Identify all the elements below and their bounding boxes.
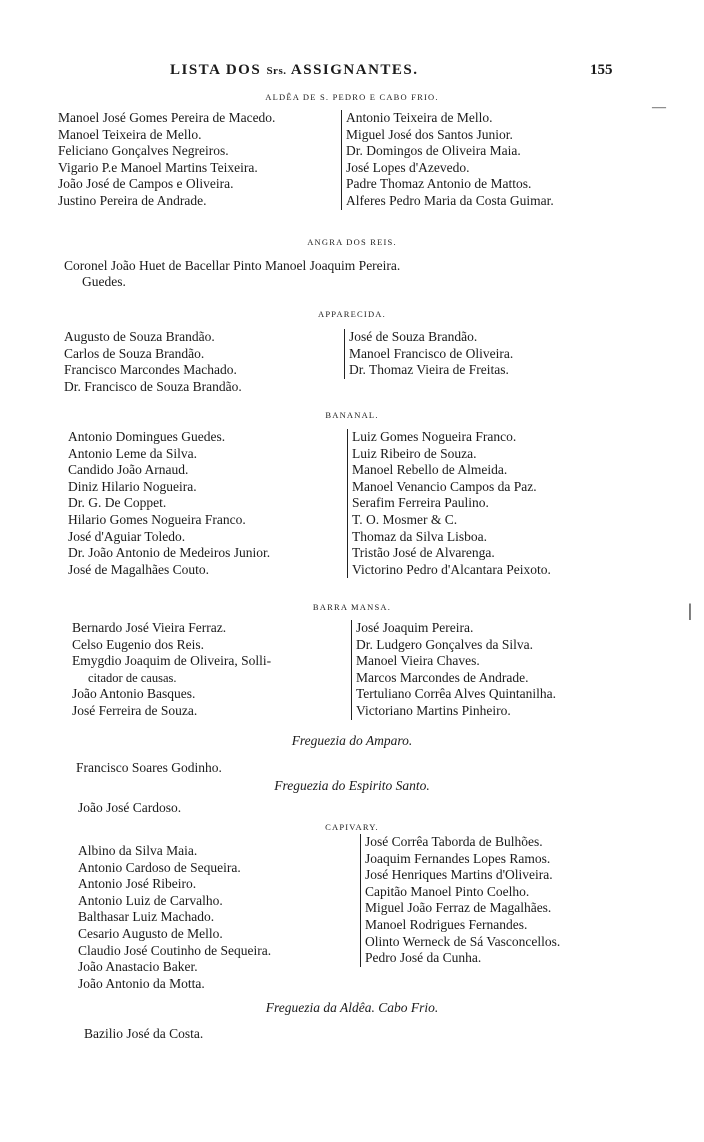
subscriber-entry: João Antonio da Motta. — [78, 975, 205, 991]
aldea-cabo-frio-entry: Bazilio José da Costa. — [84, 1026, 204, 1041]
subscriber-entry: Manoel José Gomes Pereira de Macedo. — [58, 110, 276, 125]
apparecida-left-column — [64, 329, 342, 395]
subscriber-entry: Emygdio Joaquim de Oliveira, Solli- — [72, 653, 272, 669]
subscriber-entry: Capitão Manoel Pinto Coelho. — [365, 883, 530, 899]
margin-mark: — — [652, 100, 666, 115]
angra-line-1: Coronel João Huet de Bacellar Pinto Manoel Joaquim Pereira. — [64, 258, 401, 273]
section-heading-angra: ANGRA DOS REIS. — [307, 237, 397, 247]
subscriber-entry: José Ferreira de Souza. — [72, 702, 198, 718]
running-title — [170, 62, 419, 79]
subscriber-entry: Diniz Hilario Nogueira. — [68, 478, 197, 494]
subscriber-entry: Manoel Francisco de Oliveira. — [349, 345, 514, 361]
aldea-sao-pedro-left-column — [58, 110, 340, 210]
subscriber-entry: Bernardo José Vieira Ferraz. — [72, 620, 227, 635]
subscriber-entry: Celso Eugenio dos Reis. — [72, 636, 204, 652]
subscriber-entry: Olinto Werneck de Sá Vasconcellos. — [365, 933, 561, 949]
subscriber-entry: Balthasar Luiz Machado. — [78, 909, 215, 925]
subscriber-entry: Francisco Marcondes Machado. — [64, 362, 237, 378]
espirito-santo-entry: João José Cardoso. — [78, 800, 182, 815]
section-heading-amparo: Freguezia do Amparo. — [291, 733, 413, 748]
subscriber-entry: João Antonio Basques. — [72, 686, 196, 702]
subscriber-entry: Dr. Thomaz Vieira de Freitas. — [349, 362, 509, 378]
subscriber-entry: José de Souza Brandão. — [349, 329, 478, 344]
subscriber-entry: Joaquim Fernandes Lopes Ramos. — [365, 850, 551, 866]
subscriber-entry: T. O. Mosmer & C. — [352, 511, 458, 527]
subscriber-entry: Cesario Augusto de Mello. — [78, 925, 223, 941]
subscriber-entry: Augusto de Souza Brandão. — [64, 329, 215, 344]
barra-mansa-left-column — [72, 620, 350, 720]
subscriber-entry: Manoel Vieira Chaves. — [356, 653, 480, 669]
subscriber-entry: Candido João Arnaud. — [68, 462, 189, 478]
subscriber-entry: José d'Aguiar Toledo. — [68, 528, 186, 544]
subscriber-entry: Dr. Ludgero Gonçalves da Silva. — [356, 636, 533, 652]
subscriber-entry: Dr. G. De Coppet. — [68, 495, 167, 511]
subscriber-entry: Antonio José Ribeiro. — [78, 876, 197, 892]
subscriber-entry: Victoriano Martins Pinheiro. — [356, 702, 511, 718]
section-heading-aldea-cabo-frio: Freguezia da Aldêa. Cabo Frio. — [265, 1000, 439, 1015]
subscriber-entry: João Anastacio Baker. — [78, 959, 198, 975]
section-heading-aldea-sao-pedro: ALDÊA DE S. PEDRO E CABO FRIO. — [265, 92, 439, 102]
angra-line-2: Guedes. — [82, 274, 126, 289]
page-number: 155 — [590, 62, 613, 78]
subscriber-entry: Pedro José da Cunha. — [365, 950, 482, 966]
section-heading-barra-mansa: BARRA MANSA. — [312, 602, 392, 612]
subscriber-entry: Manoel Venancio Campos da Paz. — [352, 478, 537, 494]
subscriber-entry: Antonio Teixeira de Mello. — [346, 110, 493, 125]
apparecida-right-column — [344, 329, 649, 379]
subscriber-entry: José Joaquim Pereira. — [356, 620, 474, 635]
subscriber-entry: Serafim Ferreira Paulino. — [352, 495, 489, 511]
subscriber-entry: Hilario Gomes Nogueira Franco. — [68, 511, 246, 527]
subscriber-entry: Manoel Rebello de Almeida. — [352, 462, 508, 478]
aldea-sao-pedro-right-column — [341, 110, 676, 210]
subscriber-entry: Antonio Domingues Guedes. — [68, 429, 226, 444]
subscriber-entry: João José de Campos e Oliveira. — [58, 176, 234, 192]
subscriber-entry: Feliciano Gonçalves Negreiros. — [58, 143, 229, 159]
subscriber-entry: Marcos Marcondes de Andrade. — [356, 669, 529, 685]
subscriber-entry: Antonio Leme da Silva. — [68, 445, 197, 461]
subscriber-entry: José Lopes d'Azevedo. — [346, 159, 470, 175]
subscriber-entry: Miguel José dos Santos Junior. — [346, 126, 513, 142]
section-heading-bananal: BANANAL. — [325, 410, 379, 420]
subscriber-entry: José de Magalhães Couto. — [68, 561, 209, 577]
subscriber-entry: Luiz Ribeiro de Souza. — [352, 445, 477, 461]
subscriber-entry: José Henriques Martins d'Oliveira. — [365, 867, 553, 883]
subscriber-entry: Alferes Pedro Maria da Costa Guimar. — [346, 192, 554, 208]
barra-mansa-right-column — [351, 620, 676, 720]
subscriber-entry: Tristão José de Alvarenga. — [352, 545, 495, 561]
bananal-right-column — [347, 429, 672, 578]
subscriber-entry: Antonio Luiz de Carvalho. — [78, 892, 223, 908]
subscriber-entry: Dr. João Antonio de Medeiros Junior. — [68, 545, 271, 561]
subscriber-entry: Manoel Rodrigues Fernandes. — [365, 916, 528, 932]
subscriber-entry: Dr. Domingos de Oliveira Maia. — [346, 143, 521, 159]
subscriber-entry: Albino da Silva Maia. — [78, 843, 198, 858]
running-header — [0, 62, 704, 84]
subscriber-entry: Luiz Gomes Nogueira Franco. — [352, 429, 517, 444]
title-part-1: LISTA DOS — [170, 62, 267, 78]
margin-mark: | — [688, 600, 692, 620]
subscriber-entry: Vigario P.e Manoel Martins Teixeira. — [58, 159, 258, 175]
subscriber-entry: Claudio José Coutinho de Sequeira. — [78, 942, 272, 958]
subscriber-entry: Thomaz da Silva Lisboa. — [352, 528, 487, 544]
subscriber-entry: Victorino Pedro d'Alcantara Peixoto. — [352, 561, 551, 577]
subscriber-entry: Manoel Teixeira de Mello. — [58, 126, 202, 142]
subscriber-entry: Carlos de Souza Brandão. — [64, 345, 205, 361]
subscriber-entry: José Corrêa Taborda de Bulhões. — [365, 834, 543, 849]
angra-entries — [64, 258, 400, 290]
bananal-left-column — [68, 429, 346, 578]
subscriber-entry: citador de causas. — [88, 670, 177, 685]
subscriber-entry: Justino Pereira de Andrade. — [58, 192, 207, 208]
subscriber-entry: Miguel João Ferraz de Magalhães. — [365, 900, 552, 916]
section-heading-apparecida: APPARECIDA. — [318, 309, 386, 319]
amparo-entry: Francisco Soares Godinho. — [76, 760, 222, 775]
capivary-right-column — [360, 834, 665, 967]
subscriber-entry: Padre Thomaz Antonio de Mattos. — [346, 176, 532, 192]
subscriber-entry: Antonio Cardoso de Sequeira. — [78, 859, 241, 875]
title-part-2: ASSIGNANTES. — [286, 62, 419, 78]
subscriber-entry: Tertuliano Corrêa Alves Quintanilha. — [356, 686, 557, 702]
section-heading-espirito-santo: Freguezia do Espirito Santo. — [274, 778, 430, 793]
section-heading-capivary: CAPIVARY. — [325, 822, 379, 832]
title-abbrev: Srs. — [266, 65, 287, 77]
capivary-left-column — [78, 843, 358, 992]
subscriber-entry: Dr. Francisco de Souza Brandão. — [64, 378, 242, 394]
